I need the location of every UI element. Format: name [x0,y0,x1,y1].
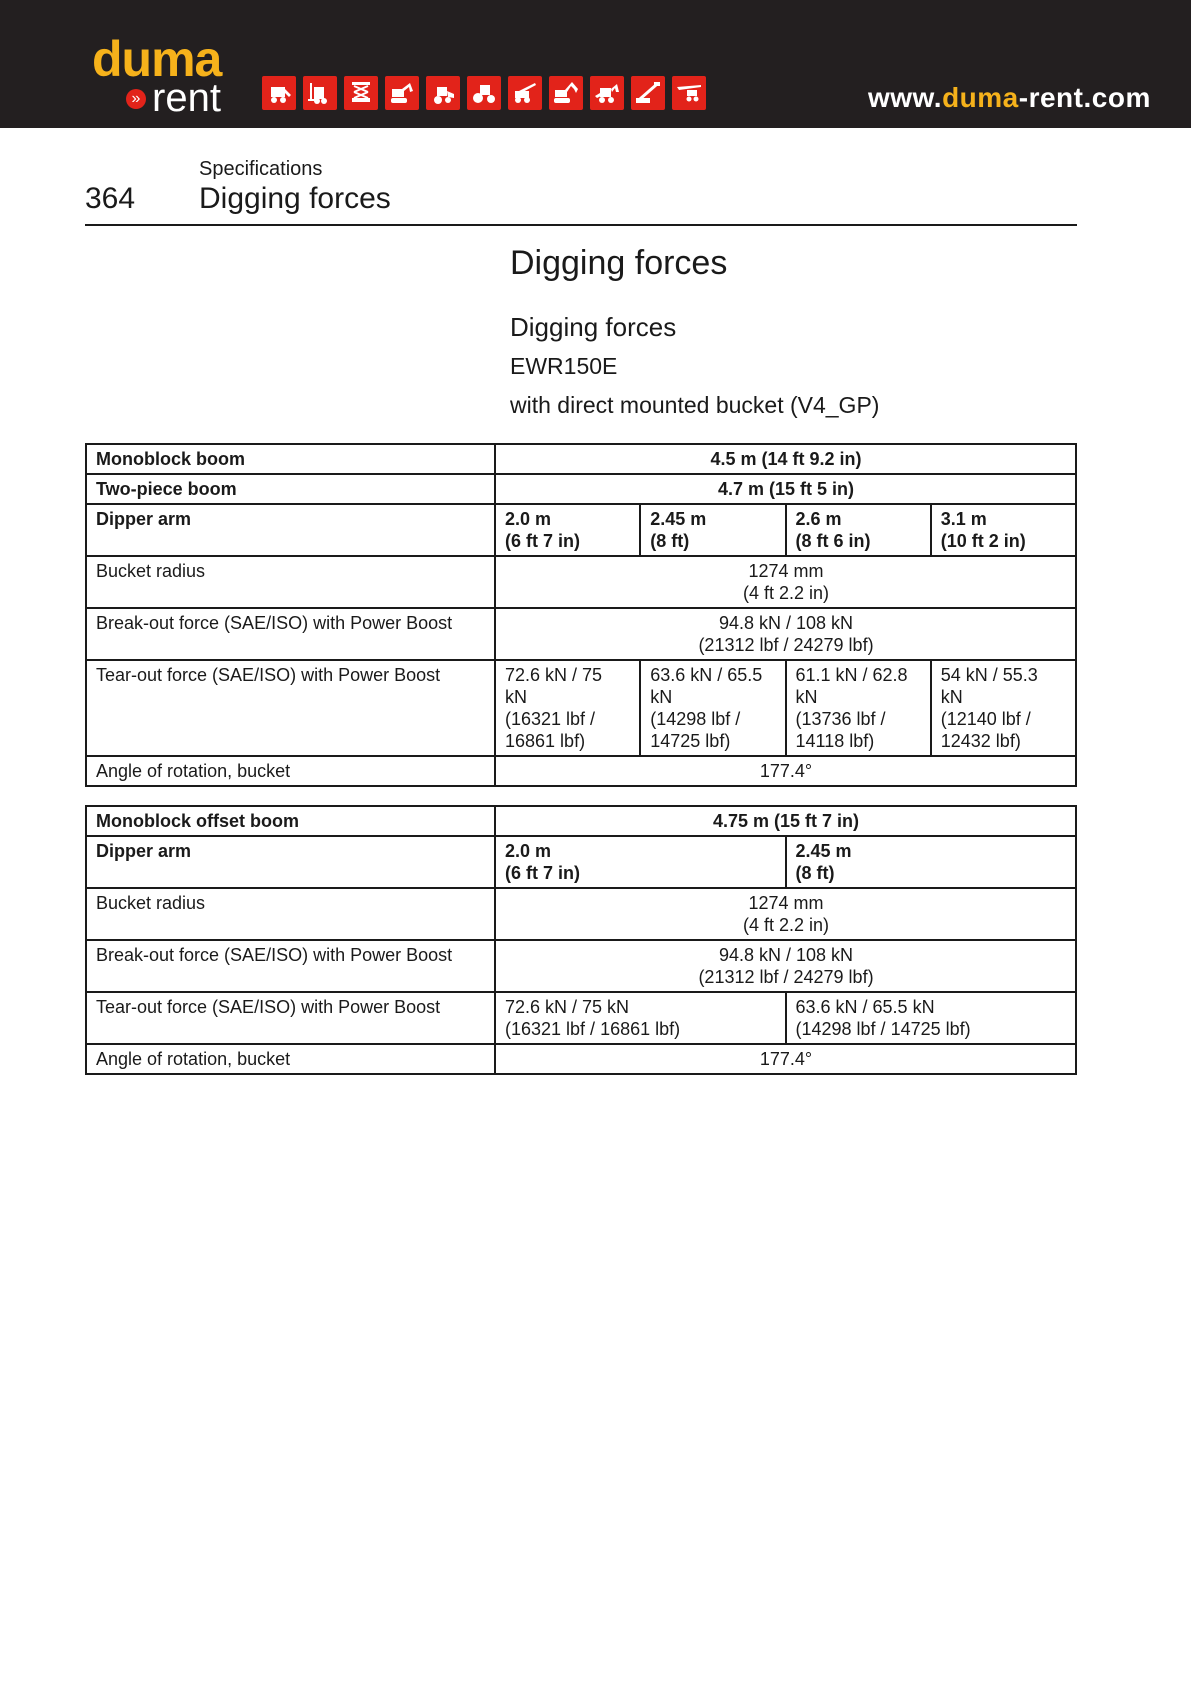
logo-arrow-icon: » [126,89,146,109]
row-label: Break-out force (SAE/ISO) with Power Boost [86,940,495,992]
row-value: 4.75 m (15 ft 7 in) [495,806,1076,836]
row-label: Angle of rotation, bucket [86,1044,495,1074]
section-subheading: Digging forces [510,312,677,342]
website-link[interactable]: www.duma-rent.com [868,82,1151,113]
page-number: 364 [85,182,136,215]
row-label: Monoblock boom [86,444,495,474]
row-label: Tear-out force (SAE/ISO) with Power Boost [86,660,495,756]
machine-icon-strip [262,76,722,110]
backhoe-icon [590,76,624,110]
compactor-icon [467,76,501,110]
dipper-cell: 2.0 m (6 ft 7 in) [495,836,786,888]
row-label: Dipper arm [86,836,495,888]
model-name: EWR150E [510,353,618,379]
row-label: Break-out force (SAE/ISO) with Power Boost [86,608,495,660]
table-row [86,608,1076,660]
tearout-cell: 72.6 kN / 75 kN (16321 lbf / 16861 lbf) [495,992,786,1044]
skid-steer-icon [262,76,296,110]
page-header [85,150,1077,226]
tearout-cell: 63.6 kN / 65.5 kN (14298 lbf / 14725 lbf) [786,992,1077,1044]
table-row [86,888,1076,940]
table-row [86,806,1076,836]
section-heading: Digging forces [510,244,728,282]
duma-rent-logo[interactable] [92,31,252,120]
row-label: Angle of rotation, bucket [86,756,495,786]
spec-table-monoblock [85,443,1077,787]
row-value: 94.8 kN / 108 kN (21312 lbf / 24279 lbf) [495,608,1076,660]
page-title: Digging forces [199,182,391,215]
dipper-cell: 2.45 m (8 ft) [640,504,785,556]
row-label: Monoblock offset boom [86,806,495,836]
dipper-cell: 2.45 m (8 ft) [786,836,1077,888]
row-label: Dipper arm [86,504,495,556]
telehandler-icon [508,76,542,110]
table-row [86,1044,1076,1074]
table-row [86,556,1076,608]
bucket-variant: with direct mounted bucket (V4_GP) [510,392,880,418]
row-label: Two-piece boom [86,474,495,504]
logo-rent-text: rent [152,76,221,120]
table-row [86,474,1076,504]
spec-table-offset [85,805,1077,1075]
tearout-cell: 54 kN / 55.3 kN (12140 lbf / 12432 lbf) [931,660,1076,756]
tearout-cell: 72.6 kN / 75 kN (16321 lbf / 16861 lbf) [495,660,640,756]
table-row [86,836,1076,888]
table-row [86,992,1076,1044]
header-banner [0,0,1191,128]
dipper-cell: 3.1 m (10 ft 2 in) [931,504,1076,556]
row-value: 1274 mm (4 ft 2.2 in) [495,556,1076,608]
table-row [86,504,1076,556]
tearout-cell: 63.6 kN / 65.5 kN (14298 lbf / 14725 lbf) [640,660,785,756]
row-value: 4.7 m (15 ft 5 in) [495,474,1076,504]
row-value: 1274 mm (4 ft 2.2 in) [495,888,1076,940]
row-value: 177.4° [495,756,1076,786]
row-value: 177.4° [495,1044,1076,1074]
row-value: 4.5 m (14 ft 9.2 in) [495,444,1076,474]
logo-duma-text: duma [92,31,222,87]
table-row [86,444,1076,474]
dipper-cell: 2.6 m (8 ft 6 in) [786,504,931,556]
dipper-cell: 2.0 m (6 ft 7 in) [495,504,640,556]
tearout-cell: 61.1 kN / 62.8 kN (13736 lbf / 14118 lbf) [786,660,931,756]
excavator-icon [549,76,583,110]
row-label: Bucket radius [86,556,495,608]
table-row [86,756,1076,786]
mini-excavator-icon [385,76,419,110]
boom-lift-icon [631,76,665,110]
row-label: Tear-out force (SAE/ISO) with Power Boost [86,992,495,1044]
table-row [86,660,1076,756]
wheel-loader-icon [426,76,460,110]
forklift-icon [303,76,337,110]
row-label: Bucket radius [86,888,495,940]
row-value: 94.8 kN / 108 kN (21312 lbf / 24279 lbf) [495,940,1076,992]
table-row [86,940,1076,992]
scissor-lift-icon [344,76,378,110]
page-section: Specifications [199,158,323,180]
crane-icon [672,76,706,110]
